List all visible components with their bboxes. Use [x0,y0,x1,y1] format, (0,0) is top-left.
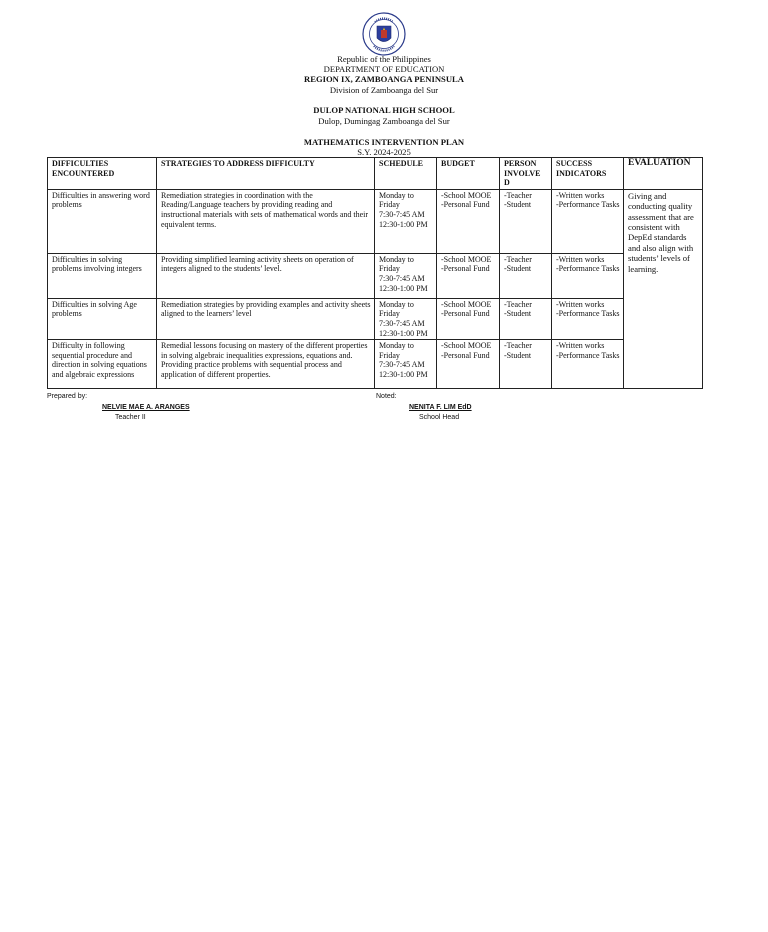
cell-budget: -School MOOE -Personal Fund [437,340,500,389]
cell-success-indicators: -Written works -Performance Tasks [552,253,624,298]
header-success-indicators: SUCCESS INDICATORS [552,158,624,190]
department-line: DEPARTMENT OF EDUCATION [323,64,445,74]
cell-difficulty: Difficulties in solving Age problems [48,298,157,339]
plan-title: MATHEMATICS INTERVENTION PLAN [303,137,465,147]
division-line: Division of Zamboanga del Sur [329,85,439,95]
cell-strategy: Providing simplified learning activity sheets on operation of integers aligned to the students’ level. [157,253,375,298]
prepared-by-name: NELVIE MAE A. ARANGES [102,404,190,411]
noted-by-title: School Head [419,414,460,421]
header-difficulties: DIFFICULTIES ENCOUNTERED [48,158,157,190]
header-evaluation: EVALUATION [624,158,703,190]
cell-evaluation: Giving and conducting quality assessment that are consistent with DepEd standards and also align with students’ levels of learning. [624,189,703,388]
cell-person-involved: -Teacher -Student [500,253,552,298]
noted-label: Noted: [376,393,397,400]
cell-person-involved: -Teacher -Student [500,298,552,339]
cell-strategy: Remediation strategies by providing examples and activity sheets aligned to the learners’ level [157,298,375,339]
cell-schedule: Monday to Friday 7:30-7:45 AM 12:30-1:00 PM [375,253,437,298]
region-line: REGION IX, ZAMBOANGA PENINSULA [304,74,464,84]
cell-schedule: Monday to Friday 7:30-7:45 AM 12:30-1:00 PM [375,189,437,253]
cell-difficulty: Difficulties in solving problems involving integers [48,253,157,298]
header-budget: BUDGET [437,158,500,190]
cell-budget: -School MOOE -Personal Fund [437,189,500,253]
cell-difficulty: Difficulties in answering word problems [48,189,157,253]
cell-strategy: Remediation strategies in coordination with the Reading/Language teachers by providing reading and instructional materials with sets of mathematical words and their equivalent terms. [157,189,375,253]
table-row [48,189,703,253]
prepared-by-title: Teacher II [115,414,146,421]
table-row [48,340,703,389]
table-row [48,298,703,339]
cell-success-indicators: -Written works -Performance Tasks [552,340,624,389]
table-header-row [48,158,703,190]
header-person-involved: PERSON INVOLVE D [500,158,552,190]
cell-person-involved: -Teacher -Student [500,189,552,253]
prepared-by-label: Prepared by: [47,393,88,400]
cell-strategy: Remedial lessons focusing on mastery of the different properties in solving algebraic inequalities expressions, equations and. Providing practice problems with sequential process and application of different properties. [157,340,375,389]
cell-schedule: Monday to Friday 7:30-7:45 AM 12:30-1:00 PM [375,298,437,339]
school-address: Dulop, Dumingag Zamboanga del Sur [318,116,450,126]
cell-success-indicators: -Written works -Performance Tasks [552,189,624,253]
cell-difficulty: Difficulty in following sequential procedure and direction in solving equations and algebraic expressions [48,340,157,389]
noted-by-name: NENITA F. LIM EdD [409,404,472,411]
cell-budget: -School MOOE -Personal Fund [437,298,500,339]
school-year: S.Y. 2024-2025 [357,147,411,157]
school-name: DULOP NATIONAL HIGH SCHOOL [313,105,455,115]
cell-schedule: Monday to Friday 7:30-7:45 AM 12:30-1:00 PM [375,340,437,389]
deped-seal-logo [362,12,406,56]
cell-person-involved: -Teacher -Student [500,340,552,389]
intervention-plan-table [47,157,703,389]
cell-success-indicators: -Written works -Performance Tasks [552,298,624,339]
header-schedule: SCHEDULE [375,158,437,190]
table-row [48,253,703,298]
header-strategies: STRATEGIES TO ADDRESS DIFFICULTY [157,158,375,190]
country-line: Republic of the Philippines [337,54,431,64]
cell-budget: -School MOOE -Personal Fund [437,253,500,298]
